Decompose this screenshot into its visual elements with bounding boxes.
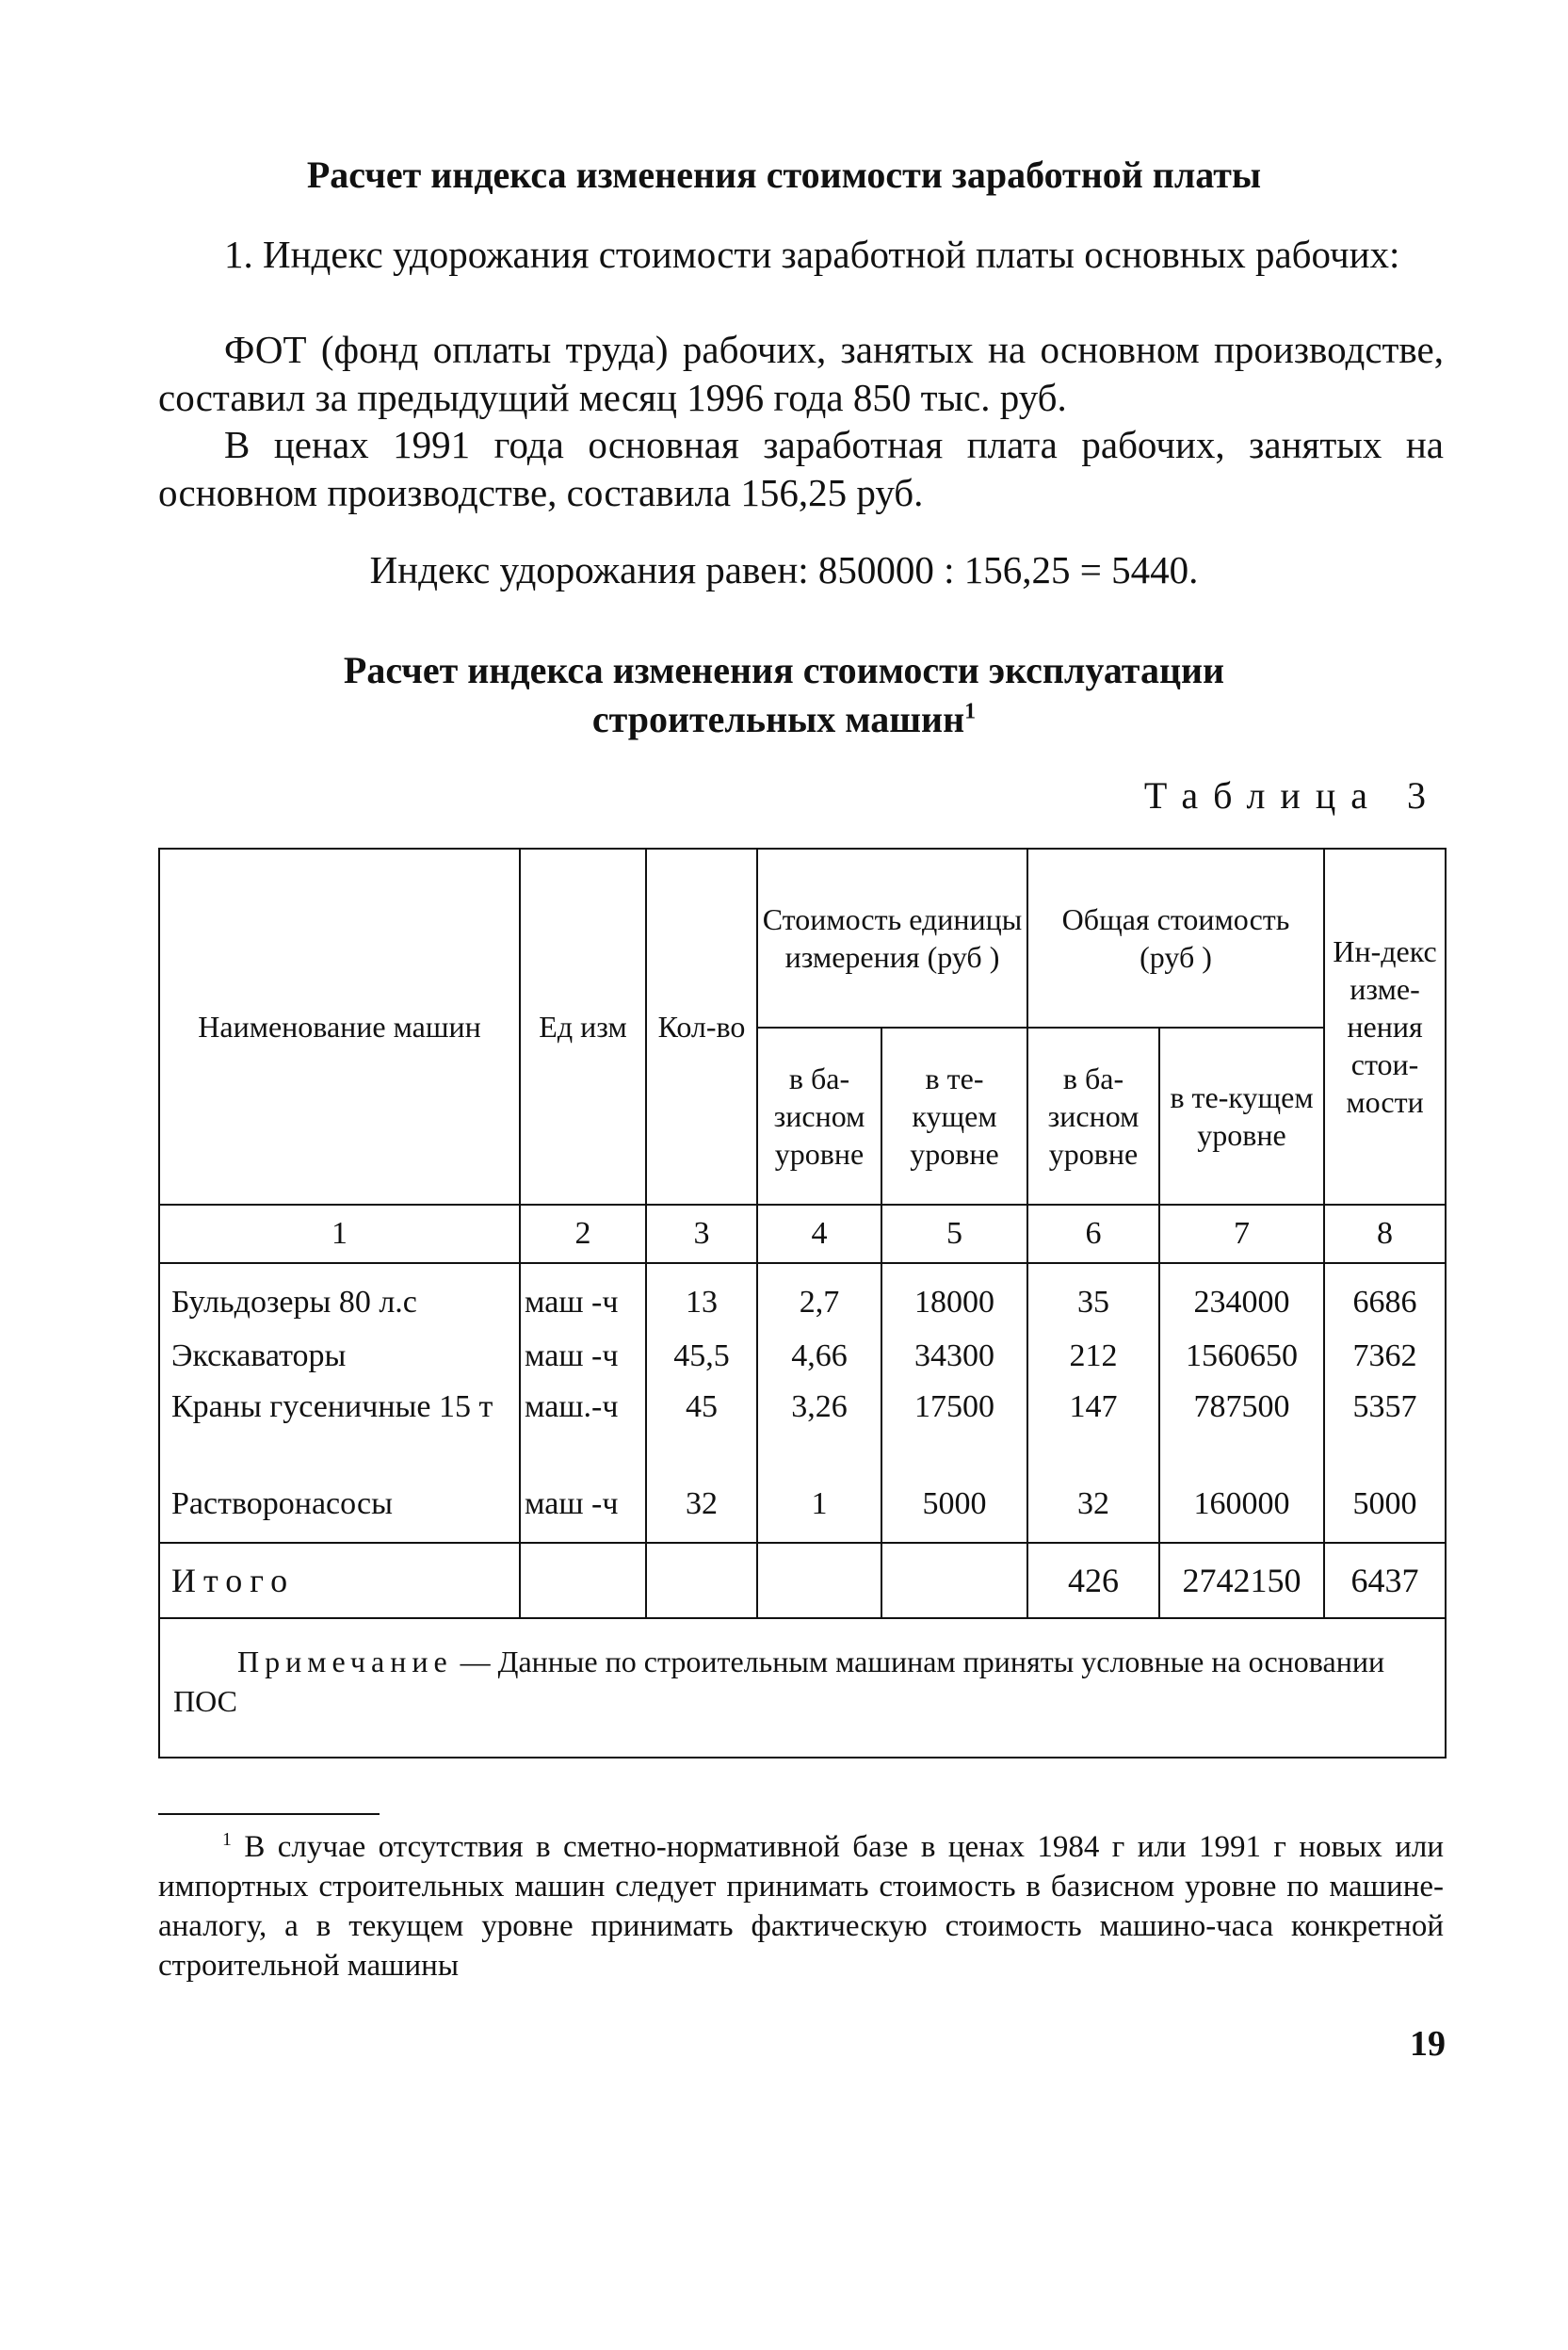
table-cell: 234000 — [1193, 1285, 1290, 1320]
column-total-cost-current — [1159, 1263, 1324, 1543]
column-unit-cost-base — [757, 1263, 881, 1543]
column-number: 6 — [1027, 1205, 1159, 1263]
paragraph-payroll-fund: ФОТ (фонд оплаты труда) рабочих, занятых на основном производстве, составил за предыдущий месяц 1996 года 850 тыс. руб. — [158, 328, 1444, 419]
column-number: 1 — [159, 1205, 520, 1263]
table-cell: 4,66 — [791, 1338, 848, 1373]
table-cell: 6686 — [1352, 1285, 1417, 1320]
paragraph-wage-index-intro: 1. Индекс удорожания стоимости заработной платы основных рабочих: — [224, 233, 1400, 276]
header-total-cost: Общая стоимость (руб ) — [1027, 849, 1324, 1028]
table-body — [159, 1263, 1446, 1543]
column-change-index — [1324, 1263, 1446, 1543]
heading-machine-index-line2 — [0, 695, 1568, 744]
table-cell: 2,7 — [799, 1285, 840, 1320]
table-cell: Растворонасосы — [171, 1486, 393, 1521]
table-cell: 787500 — [1193, 1389, 1290, 1424]
table-cell: маш -ч — [525, 1338, 619, 1373]
table-cell: 3,26 — [791, 1389, 848, 1424]
table-cell: Экскаваторы — [171, 1338, 347, 1373]
table-cell: 32 — [1077, 1486, 1109, 1521]
table-cell: маш -ч — [525, 1486, 619, 1521]
table-cell: 1 — [811, 1486, 828, 1521]
table-cell: 35 — [1077, 1285, 1109, 1320]
table-cell: 5000 — [922, 1486, 987, 1521]
table-cell: маш -ч — [525, 1285, 619, 1320]
column-number: 7 — [1159, 1205, 1324, 1263]
header-total-cost-current: в те-кущем уровне — [1159, 1028, 1324, 1205]
paragraph-base-wage: В ценах 1991 года основная заработная плата рабочих, занятых на основном производстве, составила 156,25 руб. — [158, 423, 1444, 514]
table-cell: 160000 — [1193, 1486, 1290, 1521]
total-index: 6437 — [1324, 1543, 1446, 1618]
column-unit — [520, 1263, 646, 1543]
footnote-reference-mark: 1 — [964, 699, 977, 724]
column-unit-cost-current — [881, 1263, 1027, 1543]
table-cell: 45 — [686, 1389, 718, 1424]
table-cell: 212 — [1069, 1338, 1118, 1373]
footnote — [158, 1827, 1444, 1985]
table-cell: 45,5 — [673, 1338, 730, 1373]
table-cell: 147 — [1069, 1389, 1118, 1424]
page-number: 19 — [1410, 2024, 1446, 2064]
column-number: 8 — [1324, 1205, 1446, 1263]
table-caption: Таблица 3 — [1143, 774, 1441, 817]
table-total-row — [159, 1543, 1446, 1618]
table-cell: 7362 — [1352, 1338, 1417, 1373]
heading-machine-index — [0, 646, 1568, 744]
table-cell-empty — [520, 1543, 646, 1618]
column-number: 3 — [646, 1205, 757, 1263]
column-number: 4 — [757, 1205, 881, 1263]
table-cell: 18000 — [914, 1285, 994, 1320]
table-cell-empty — [646, 1543, 757, 1618]
table-cell: 32 — [686, 1486, 718, 1521]
table-cell-empty — [881, 1543, 1027, 1618]
table-cell-empty — [757, 1543, 881, 1618]
heading-machine-index-line2-text: строительных машин — [591, 698, 965, 740]
total-base-cost: 426 — [1027, 1543, 1159, 1618]
table-cell: Бульдозеры 80 л.с — [171, 1285, 417, 1320]
header-unit: Ед изм — [520, 849, 646, 1205]
table-note-row — [159, 1618, 1446, 1758]
header-unit-cost: Стоимость единицы измерения (руб ) — [757, 849, 1027, 1028]
footnote-mark: 1 — [222, 1829, 232, 1850]
heading-machine-index-line1: Расчет индекса изменения стоимости эксплуатации — [343, 649, 1225, 691]
note-text: — Данные по строительным машинам приняты условные на основании ПОС — [173, 1645, 1385, 1718]
header-unit-cost-base: в ба-зисном уровне — [757, 1028, 881, 1205]
header-machine-name: Наименование машин — [159, 849, 520, 1205]
header-unit-cost-current: в те-кущем уровне — [881, 1028, 1027, 1205]
header-total-cost-base: в ба-зисном уровне — [1027, 1028, 1159, 1205]
table-cell: 13 — [686, 1285, 718, 1320]
table-cell: Краны гусеничные 15 т — [171, 1389, 493, 1424]
column-quantity — [646, 1263, 757, 1543]
header-quantity: Кол-во — [646, 849, 757, 1205]
footnote-text: В случае отсутствия в сметно-нормативной базе в ценах 1984 г или 1991 г новых или импортных строительных машин следует принимать стоимость в базисном уровне по машине-аналогу, а в текущем уровне принимать фактическую стоимость машино-часа конкретной строительной машины — [158, 1830, 1444, 1983]
column-number: 2 — [520, 1205, 646, 1263]
column-machine-name — [159, 1263, 520, 1543]
footnote-divider — [158, 1813, 380, 1815]
table-note — [159, 1618, 1446, 1758]
table-cell: 34300 — [914, 1338, 994, 1373]
table-cell: 17500 — [914, 1389, 994, 1424]
table-cell: 1560650 — [1186, 1338, 1298, 1373]
header-change-index: Ин-декс изме-нения стои-мости — [1324, 849, 1446, 1205]
total-label: Итого — [159, 1543, 520, 1618]
total-current-cost: 2742150 — [1159, 1543, 1324, 1618]
column-number-row — [159, 1205, 1446, 1263]
column-total-cost-base — [1027, 1263, 1159, 1543]
machine-cost-table — [158, 848, 1447, 1758]
index-calculation-line: Индекс удорожания равен: 850000 : 156,25 = 5440. — [369, 548, 1199, 592]
column-number: 5 — [881, 1205, 1027, 1263]
heading-wage-index: Расчет индекса изменения стоимости заработной платы — [306, 154, 1262, 196]
table-cell: 5000 — [1352, 1486, 1417, 1521]
note-label: Примечание — [237, 1645, 453, 1678]
table-cell: 5357 — [1352, 1389, 1417, 1424]
table-cell: маш.-ч — [525, 1389, 619, 1424]
